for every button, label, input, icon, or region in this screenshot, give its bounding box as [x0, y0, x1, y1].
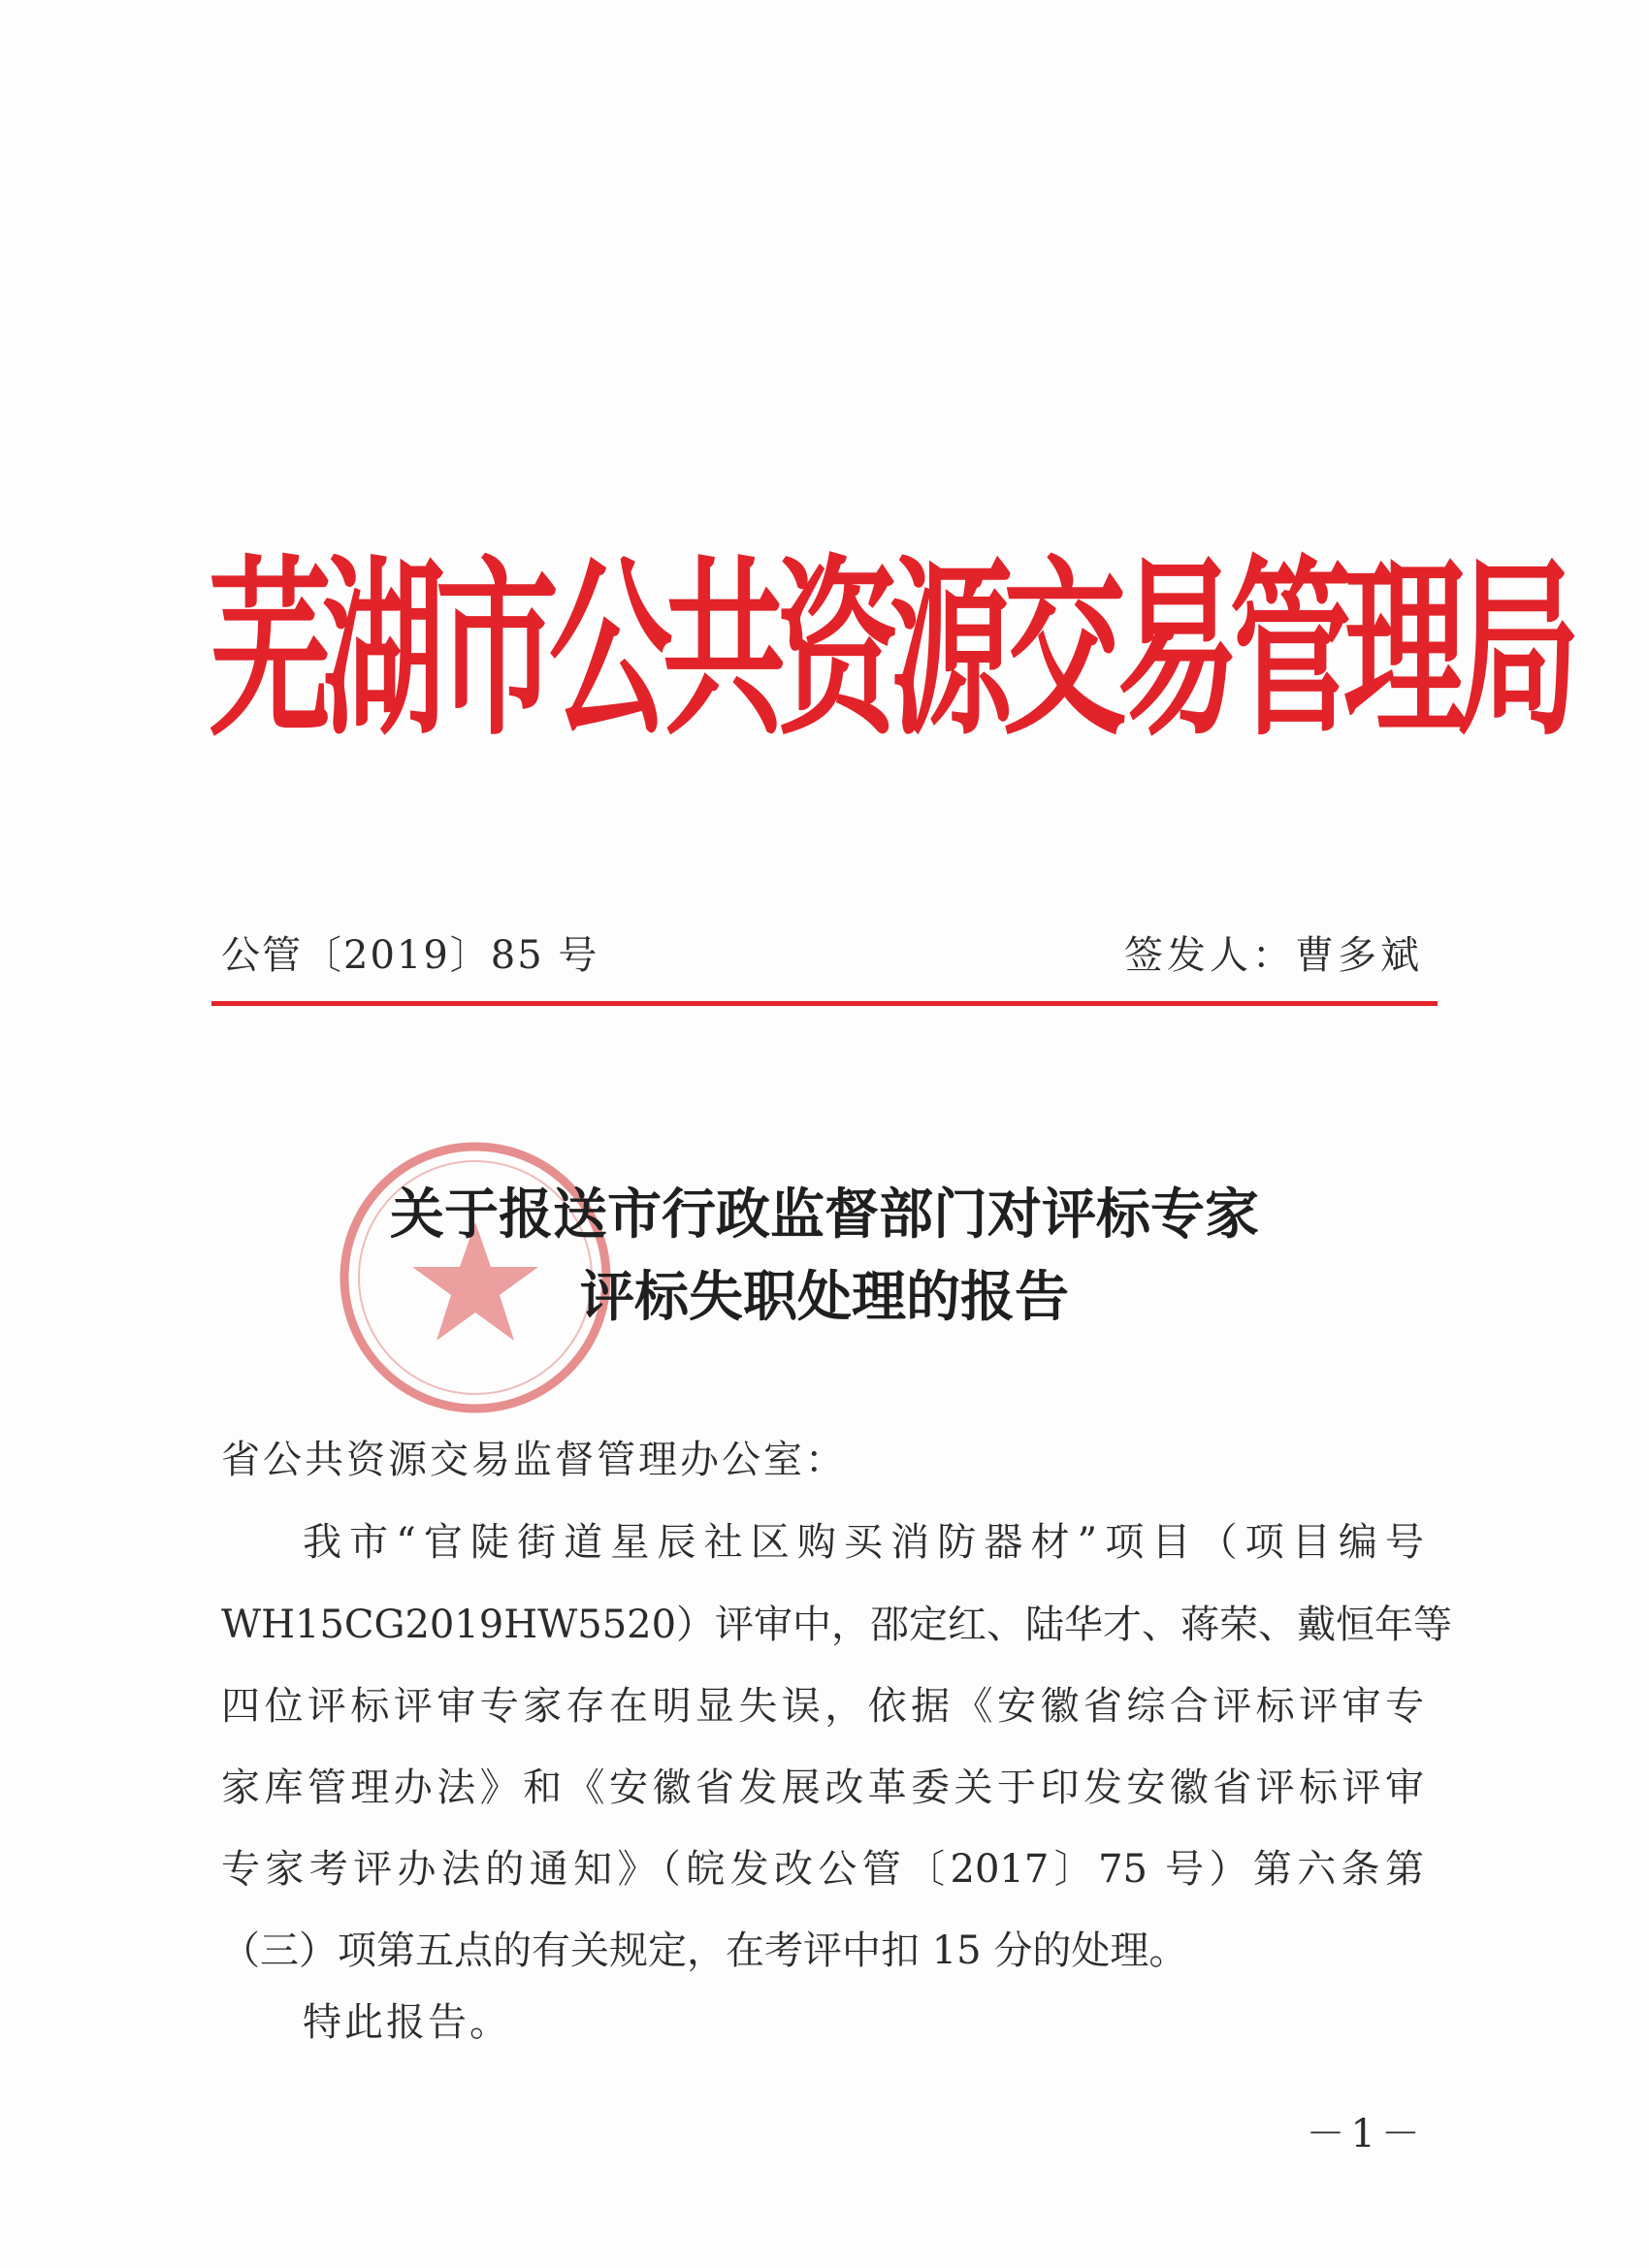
signer-label: 签发人：曹多斌 — [1124, 933, 1423, 978]
body-line-6: （三）项第五点的有关规定，在考评中扣 15 分的处理。 — [221, 1928, 1188, 1973]
body-line-5: 专家考评办法的通知》（皖发改公管〔2017〕75 号）第六条第 — [221, 1847, 1424, 1892]
report-title-line-1: 关于报送市行政监督部门对评标专家 — [390, 1183, 1259, 1247]
report-title-line-2: 评标失职处理的报告 — [580, 1265, 1069, 1329]
letterhead-title: 芜湖市公共资源交易管理局 — [209, 538, 1571, 761]
body-line-2: WH15CG2019HW5520）评审中，邵定红、陆华才、蒋荣、戴恒年等 — [221, 1603, 1453, 1647]
salutation: 省公共资源交易监督管理办公室： — [221, 1438, 847, 1482]
body-line-1: 我市“官陡街道星辰社区购买消防器材”项目（项目编号 — [303, 1520, 1424, 1565]
body-line-3: 四位评标评审专家存在明显失误，依据《安徽省综合评标评审专 — [221, 1684, 1424, 1729]
document-number: 公管〔2019〕85 号 — [221, 933, 599, 978]
body-line-4: 家库管理办法》和《安徽省发展改革委关于印发安徽省评标评审 — [221, 1766, 1424, 1810]
red-divider-line — [211, 1001, 1438, 1006]
page-number: －1－ — [1306, 2112, 1426, 2156]
closing-remark: 特此报告。 — [303, 2000, 511, 2045]
